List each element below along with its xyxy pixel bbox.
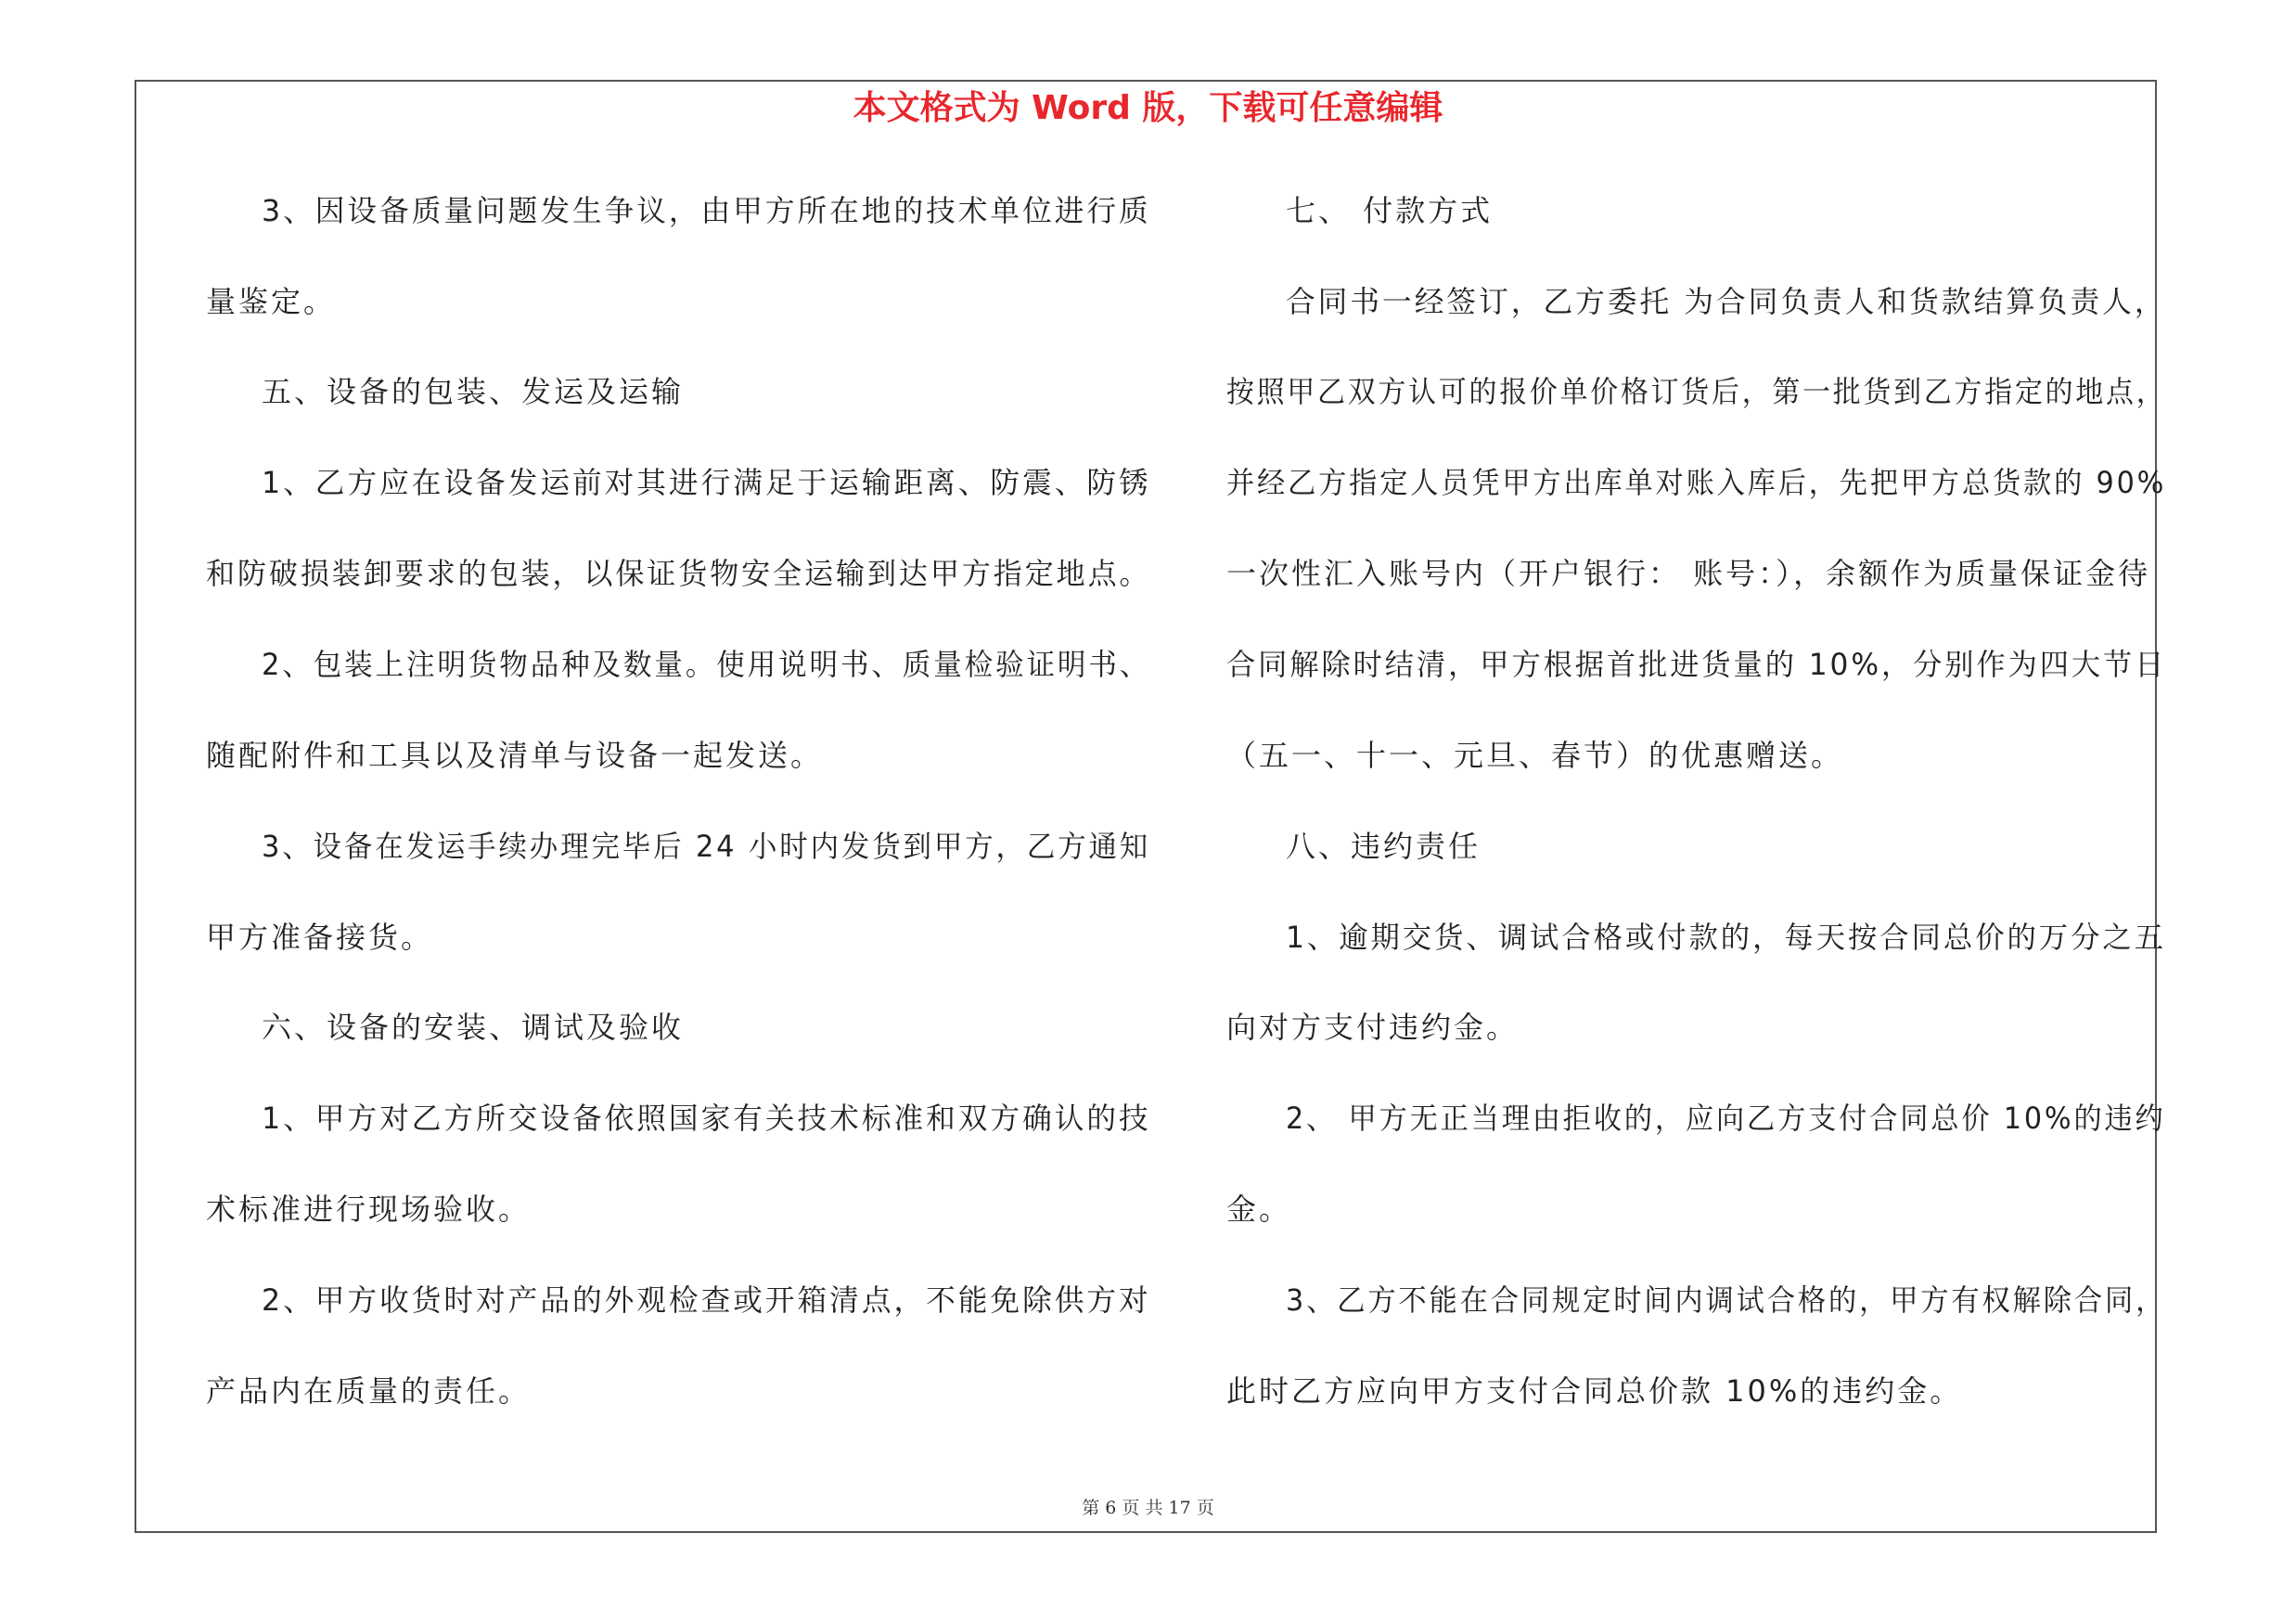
paragraph-line: 产品内在质量的责任。 [206, 1373, 532, 1409]
edit-banner: 本文格式为 Word 版，下载可任意编辑 [853, 89, 1443, 127]
page-number: 第 6 页 共 17 页 [1082, 1498, 1214, 1518]
paragraph-line: 随配附件和工具以及清单与设备一起发送。 [206, 738, 824, 773]
paragraph-line: 3、乙方不能在合同规定时间内调试合格的，甲方有权解除合同， [1286, 1282, 2167, 1318]
paragraph-line: 合同解除时结清，甲方根据首批进货量的 10%，分别作为四大节日 [1226, 647, 2167, 682]
paragraph-line: 1、逾期交货、调试合格或付款的，每天按合同总价的万分之五 [1286, 920, 2167, 955]
paragraph-line: 向对方支付违约金。 [1226, 1010, 1520, 1045]
paragraph-line: 1、甲方对乙方所交设备依照国家有关技术标准和双方确认的技 [262, 1101, 1151, 1136]
paragraph-line: 2、 甲方无正当理由拒收的，应向乙方支付合同总价 10%的违约 [1286, 1101, 2166, 1136]
paragraph-line: 3、因设备质量问题发生争议，由甲方所在地的技术单位进行质 [262, 193, 1151, 228]
paragraph-line: 并经乙方指定人员凭甲方出库单对账入库后，先把甲方总货款的 90% [1226, 465, 2167, 500]
paragraph-line: 量鉴定。 [206, 284, 337, 319]
paragraph-line: 1、乙方应在设备发运前对其进行满足于运输距离、防震、防锈 [262, 465, 1151, 500]
paragraph-line: 一次性汇入账号内（开户银行： 账号：），余额作为质量保证金待 [1226, 556, 2151, 591]
section-heading: 八、违约责任 [1286, 829, 1481, 864]
paragraph-line: 此时乙方应向甲方支付合同总价款 10%的违约金。 [1226, 1373, 1963, 1409]
paragraph-line: 和防破损装卸要求的包装，以保证货物安全运输到达甲方指定地点。 [206, 556, 1151, 591]
paragraph-line: 2、包装上注明货物品种及数量。使用说明书、质量检验证明书、 [262, 647, 1151, 682]
section-heading: 六、设备的安装、调试及验收 [262, 1010, 685, 1045]
paragraph-line: 按照甲乙双方认可的报价单价格订货后，第一批货到乙方指定的地点， [1226, 374, 2167, 409]
paragraph-line: 合同书一经签订，乙方委托 为合同负责人和货款结算负责人， [1286, 284, 2167, 319]
paragraph-line: 2、甲方收货时对产品的外观检查或开箱清点，不能免除供方对 [262, 1282, 1151, 1318]
paragraph-line: 术标准进行现场验收。 [206, 1191, 532, 1227]
paragraph-line: 甲方准备接货。 [206, 920, 434, 955]
paragraph-line: （五一、十一、元旦、春节）的优惠赠送。 [1226, 738, 1844, 773]
paragraph-line: 3、设备在发运手续办理完毕后 24 小时内发货到甲方，乙方通知 [262, 829, 1151, 864]
paragraph-line: 金。 [1226, 1191, 1292, 1227]
section-heading: 七、 付款方式 [1286, 193, 1494, 228]
section-heading: 五、设备的包装、发运及运输 [262, 374, 685, 409]
